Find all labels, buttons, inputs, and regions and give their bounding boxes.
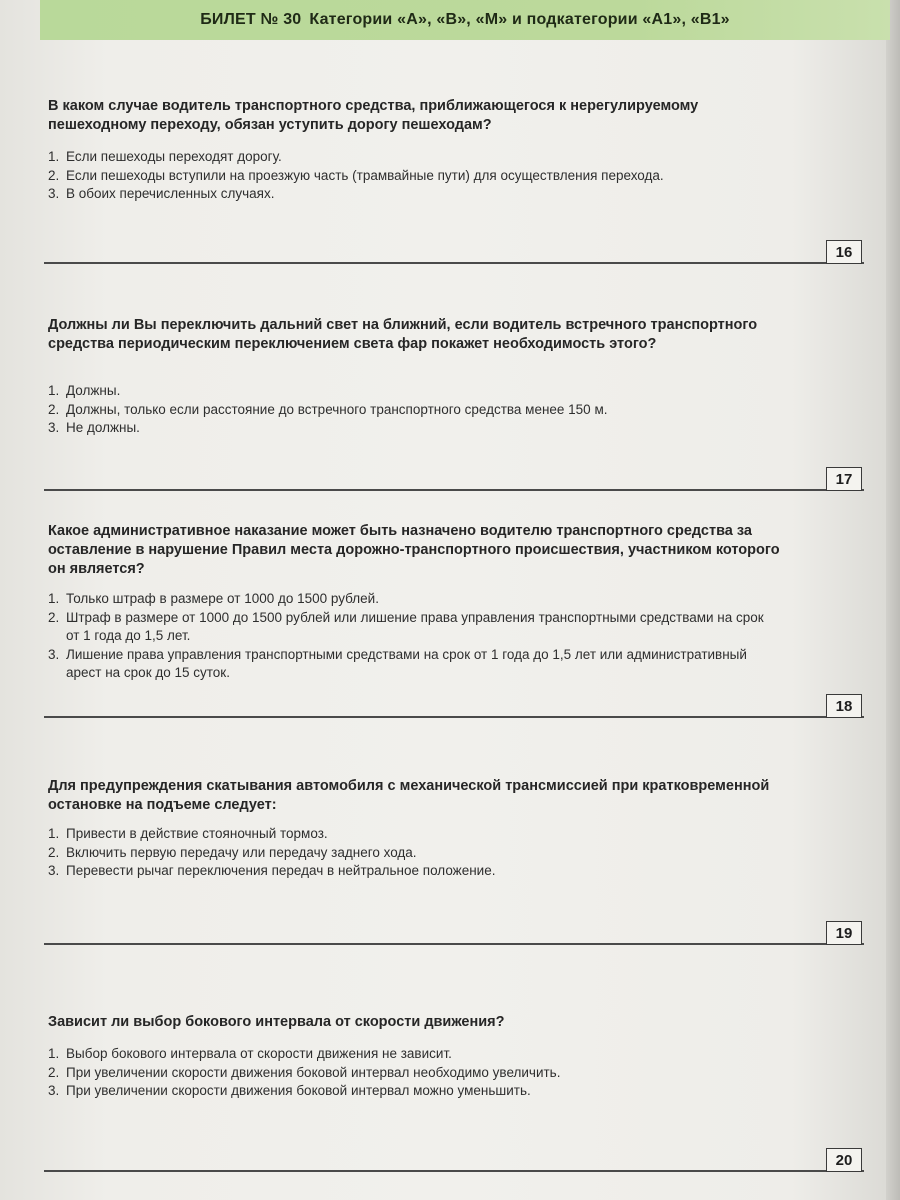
ticket-categories: Категории «A», «B», «M» и подкатегории «A1», «B1» — [309, 11, 730, 28]
question-text: В каком случае водитель транспортного средства, приближающегося к нерегулируемому пешеходному переходу, обязан уступить дорогу пешеходам? — [48, 98, 699, 133]
question-divider — [44, 716, 864, 718]
answer-list — [48, 590, 768, 683]
answer-text: Только штраф в размере от 1000 до 1500 рублей. — [66, 591, 379, 606]
answer-option — [48, 1045, 768, 1064]
answer-option — [48, 825, 768, 844]
answer-text: Включить первую передачу или передачу заднего хода. — [66, 844, 417, 860]
ticket-number: БИЛЕТ № 30 — [200, 11, 302, 28]
answer-text: Привести в действие стояночный тормоз. — [66, 826, 328, 841]
answer-number: 2. — [48, 401, 60, 417]
answer-number: 1. — [48, 826, 60, 841]
answer-text: Лишение права управления транспортными средствами на срок от 1 года до 1,5 лет или административный арест на срок до 15 суток. — [66, 646, 747, 680]
answer-number: 3. — [48, 1083, 60, 1098]
question-text: Какое административное наказание может быть назначено водителю транспортного средства за оставление в нарушение Правил места дорожно-транспортного происшествия, участником которого он является? — [48, 523, 780, 577]
question-number-box: 20 — [826, 1148, 862, 1172]
answer-number: 3. — [48, 186, 60, 201]
answer-number: 2. — [48, 1064, 60, 1080]
answer-option — [48, 1064, 768, 1083]
answer-text: Штраф в размере от 1000 до 1500 рублей или лишение права управления транспортными средствами на срок от 1 года до 1,5 лет. — [66, 609, 764, 643]
answer-option — [48, 167, 768, 186]
answer-option — [48, 148, 768, 167]
ticket-header — [40, 0, 890, 40]
answer-text: Если пешеходы переходят дорогу. — [66, 149, 282, 164]
answer-list — [48, 1045, 768, 1101]
question-text: Должны ли Вы переключить дальний свет на ближний, если водитель встречного транспортного средства периодическим переключением света фар покажет необходимость этого? — [48, 317, 758, 352]
question-number-box: 17 — [826, 467, 862, 491]
question-divider — [44, 262, 864, 264]
answer-text: Выбор бокового интервала от скорости движения не зависит. — [66, 1046, 452, 1061]
answer-list — [48, 825, 768, 881]
answer-option — [48, 609, 768, 646]
answer-number: 1. — [48, 591, 60, 606]
answer-text: При увеличении скорости движения боковой интервал можно уменьшить. — [66, 1083, 531, 1098]
question-number-box: 19 — [826, 921, 862, 945]
answer-option — [48, 1082, 768, 1101]
question-text: Для предупреждения скатывания автомобиля с механической трансмиссией при кратковременной остановке на подъеме следует: — [48, 778, 770, 813]
answer-list — [48, 148, 768, 204]
answer-text: Должны. — [66, 383, 121, 398]
answer-option — [48, 590, 768, 609]
answer-number: 2. — [48, 167, 60, 183]
page-edge — [886, 0, 900, 1200]
question-text: Зависит ли выбор бокового интервала от скорости движения? — [48, 1014, 505, 1030]
answer-option — [48, 185, 768, 204]
answer-number: 1. — [48, 149, 60, 164]
question-number-box: 16 — [826, 240, 862, 264]
answer-text: При увеличении скорости движения боковой интервал необходимо увеличить. — [66, 1064, 561, 1080]
answer-option — [48, 401, 768, 420]
question-divider — [44, 943, 864, 945]
answer-option — [48, 419, 768, 438]
answer-number: 2. — [48, 609, 60, 625]
answer-number: 1. — [48, 383, 60, 398]
answer-list — [48, 382, 768, 438]
answer-text: Перевести рычаг переключения передач в нейтральное положение. — [66, 863, 496, 878]
answer-option — [48, 844, 768, 863]
answer-option — [48, 382, 768, 401]
answer-text: Не должны. — [66, 420, 140, 435]
answer-text: Если пешеходы вступили на проезжую часть (трамвайные пути) для осуществления перехода. — [66, 167, 664, 183]
answer-number: 3. — [48, 863, 60, 878]
answer-option — [48, 646, 768, 683]
answer-option — [48, 862, 768, 881]
question-divider — [44, 1170, 864, 1172]
answer-text: В обоих перечисленных случаях. — [66, 186, 275, 201]
answer-number: 2. — [48, 844, 60, 860]
answer-number: 3. — [48, 646, 60, 662]
answer-text: Должны, только если расстояние до встречного транспортного средства менее 150 м. — [66, 401, 608, 417]
question-number-box: 18 — [826, 694, 862, 718]
question-divider — [44, 489, 864, 491]
answer-number: 3. — [48, 420, 60, 435]
answer-number: 1. — [48, 1046, 60, 1061]
